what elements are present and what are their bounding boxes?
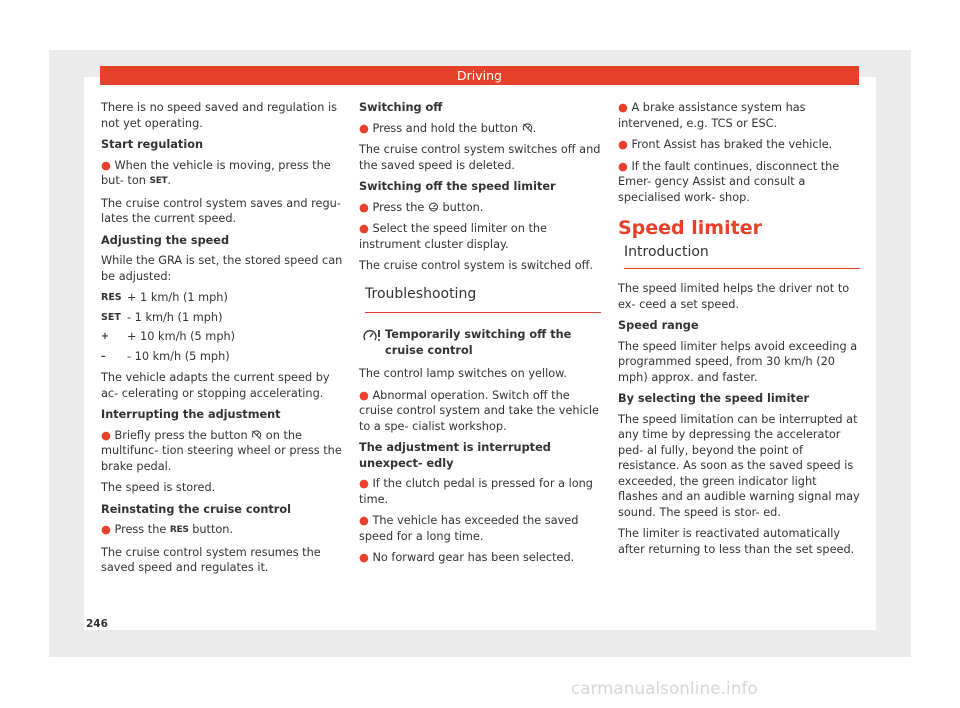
troubleshooting-title: Troubleshooting <box>365 287 601 314</box>
bullet-dot: ● <box>359 222 369 235</box>
limiter-intro-text: The speed limited helps the driver not to ex- ceed a set speed. <box>618 282 850 311</box>
speed-limiter-title: Speed limiter <box>618 217 762 239</box>
selecting-heading: By selecting the speed limiter <box>618 392 810 405</box>
bullet-text-end: button. <box>442 200 484 214</box>
switching-off-heading: Switching off <box>359 101 443 114</box>
adjust-row <box>101 329 343 345</box>
bullet-dot: ● <box>359 477 369 490</box>
stored-text: The speed is stored. <box>101 481 216 494</box>
adjust-row <box>101 310 343 326</box>
bullet-end: . <box>167 174 171 187</box>
adjust-value: + 1 km/h (1 mph) <box>127 291 228 304</box>
limiter-off-heading: Switching off the speed limiter <box>359 180 556 193</box>
introduction-subtitle: Introduction <box>624 245 860 270</box>
bullet-start <box>101 158 343 190</box>
adjust-key: RES <box>101 292 122 303</box>
column-1 <box>101 100 343 582</box>
bullet-text-end: button. <box>192 523 234 536</box>
selecting-text: The speed limitation can be interrupted at any time by depressing the accelerator ped- al fully, beyond the point of resistance. As soon as the saved speed is exceeded, the green indicator light flashes and an audible warning signal may sound. The speed is stor- ed. <box>618 412 860 519</box>
bullet-dot: ● <box>101 158 111 172</box>
bullet-end: . <box>532 121 537 135</box>
adjust-row <box>101 290 343 306</box>
bullet-switch-off <box>359 121 601 137</box>
bullet-fault <box>618 159 860 206</box>
bullet-text: When the vehicle is moving, press the but- ton <box>101 158 331 187</box>
resumes-text: The cruise control system resumes the saved speed and regulates it. <box>101 545 321 574</box>
interrupting-heading: Interrupting the adjustment <box>101 408 281 421</box>
watermark: carmanualsonline.info <box>571 679 758 698</box>
bullet-dot: ● <box>101 428 111 442</box>
bullet-dot: ● <box>618 159 628 173</box>
bullet-text: The vehicle has exceeded the saved speed for a long time. <box>359 514 579 543</box>
speed-range-text: The speed limiter helps avoid exceeding a programmed speed, from 30 km/h (20 mph) approx. and faster. <box>618 339 858 384</box>
bullet-dot: ● <box>618 101 628 114</box>
reinstating-heading: Reinstating the cruise control <box>101 502 292 516</box>
bullet-clutch <box>359 476 601 507</box>
bullet-dot: ● <box>359 551 369 564</box>
bullet-brake-assist <box>618 100 860 131</box>
set-button-symbol: SET <box>149 176 168 186</box>
adapts-text: The vehicle adapts the current speed by ac- celerating or stopping accelerating. <box>101 371 330 400</box>
adjust-value: - 10 km/h (5 mph) <box>127 349 230 363</box>
bullet-text: Front Assist has braked the vehicle. <box>631 138 833 151</box>
bullet-text: If the clutch pedal is pressed for a long time. <box>359 477 593 506</box>
bullet-limiter-select <box>359 221 601 252</box>
bullet-text: Abnormal operation. Switch off the cruise control system and take the vehicle to a spe- cialist workshop. <box>359 388 600 433</box>
bullet-text: Select the speed limiter on the instrument cluster display. <box>359 222 547 251</box>
cruise-off-icon <box>251 430 262 440</box>
bullet-dot: ● <box>359 200 369 214</box>
bullet-text: Press and hold the button <box>372 121 518 135</box>
warning-box <box>359 327 601 358</box>
bullet-dot: ● <box>359 514 369 527</box>
intro-text: There is no speed saved and regulation is not yet operating. <box>101 101 337 130</box>
bullet-dot: ● <box>359 388 369 402</box>
adjust-key: – <box>101 350 106 362</box>
reactivated-text: The limiter is reactivated automatically after returning to less than the set speed. <box>618 527 855 556</box>
bullet-reinstate <box>101 522 343 539</box>
bullet-interrupt <box>101 428 343 475</box>
bullet-gear <box>359 550 601 566</box>
adjust-value: + 10 km/h (5 mph) <box>127 330 236 343</box>
switch-off-text: The cruise control system switches off and the saved speed is deleted. <box>359 143 601 172</box>
bullet-front-assist <box>618 137 860 153</box>
speed-limiter-icon <box>428 202 439 212</box>
bullet-dot: ● <box>101 523 111 536</box>
bullet-text: No forward gear has been selected. <box>372 551 575 564</box>
bullet-exceeded <box>359 513 601 544</box>
page-number: 246 <box>86 618 108 630</box>
adjust-value: - 1 km/h (1 mph) <box>127 310 223 324</box>
lamp-text: The control lamp switches on yellow. <box>359 367 567 380</box>
bullet-dot: ● <box>359 121 369 135</box>
start-regulation-heading: Start regulation <box>101 138 203 151</box>
adjust-table <box>101 290 343 364</box>
cruise-off-icon <box>522 123 533 133</box>
adjusting-text: While the GRA is set, the stored speed can be adjusted: <box>101 254 343 283</box>
adjust-key: SET <box>101 311 121 323</box>
adjusting-heading: Adjusting the speed <box>101 233 230 247</box>
bullet-text-end: on the multifunc- tion steering wheel or press the brake pedal. <box>101 428 342 473</box>
adjust-row <box>101 349 343 365</box>
bullet-dot: ● <box>618 138 628 151</box>
interrupted-heading: The adjustment is interrupted unexpect- edly <box>359 441 551 470</box>
chapter-header: Driving <box>100 66 859 85</box>
bullet-abnormal <box>359 388 601 435</box>
column-2 <box>359 100 601 572</box>
limiter-off-text: The cruise control system is switched off. <box>359 259 594 272</box>
bullet-text: Press the <box>114 523 167 536</box>
cruise-warning-icon <box>359 327 385 343</box>
bullet-text: Briefly press the button <box>114 428 248 442</box>
bullet-text: If the fault continues, disconnect the Emer- gency Assist and consult a specialised work- shop. <box>618 159 840 204</box>
bullet-text: A brake assistance system has intervened, e.g. TCS or ESC. <box>618 101 806 130</box>
warning-title: Temporarily switching off the cruise control <box>385 328 572 357</box>
bullet-text: Press the <box>372 200 425 214</box>
column-3 <box>618 100 860 563</box>
adjust-key: + <box>101 331 109 342</box>
saves-text: The cruise control system saves and regu- lates the current speed. <box>101 196 341 225</box>
bullet-limiter-press <box>359 200 601 216</box>
speed-range-heading: Speed range <box>618 319 699 332</box>
res-button-symbol: RES <box>169 525 189 535</box>
